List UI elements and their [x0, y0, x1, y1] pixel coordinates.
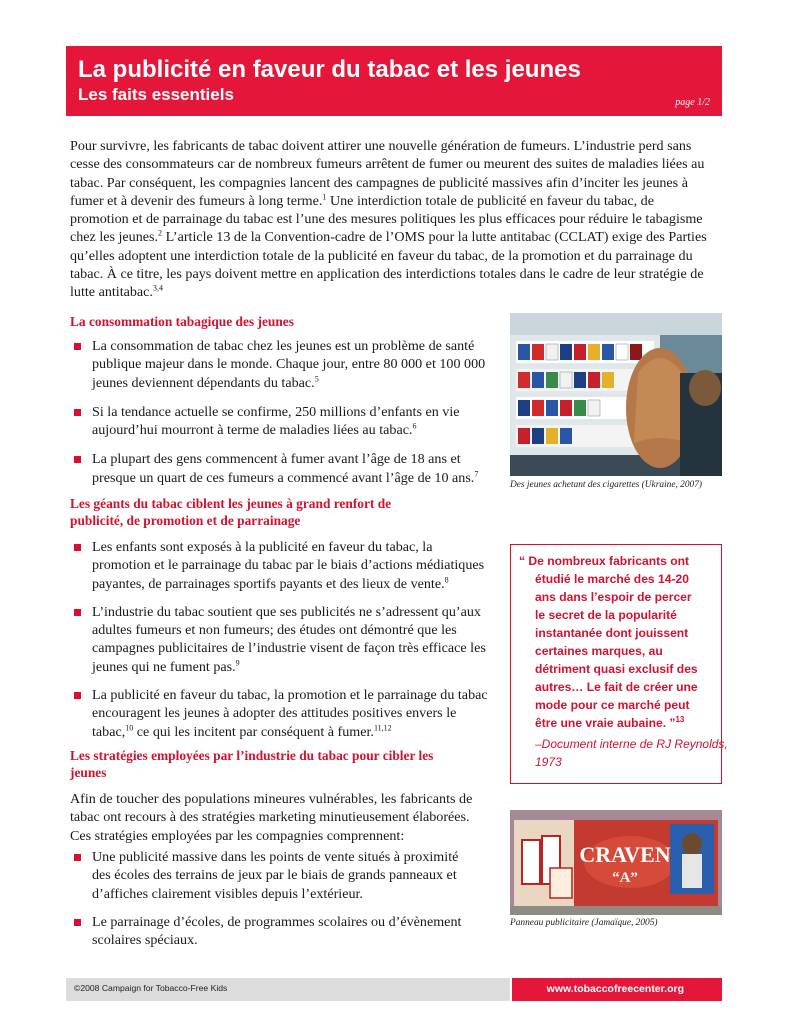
bullet-square-icon	[74, 919, 81, 926]
footnote-ref: 1	[322, 192, 327, 202]
footnote-ref: 3,4	[152, 283, 163, 293]
strategies-paragraph: Afin de toucher des populations mineures vulnérables, les fabricants de tabac ont recours à des stratégies marketing minutieusement élaborées. Ces stratégies employées par les compagnies comprennent:	[70, 791, 473, 844]
caption-billboard: Panneau publicitaire (Jamaïque, 2005)	[510, 918, 658, 928]
section-heading-strategies: Les stratégies employées par l’industrie du tabac pour cibler les jeunes	[70, 748, 434, 780]
list-item: Une publicité massive dans les points de vente situés à proximité des écoles des terrains de jeux par le biais de grands panneaux et d’affiches clairement visibles depuis l’extérieur.	[70, 848, 480, 903]
bullet-square-icon	[74, 609, 81, 616]
billboard-brand-text: CRAVEN	[579, 842, 671, 867]
list-item: La plupart des gens commencent à fumer avant l’âge de 18 ans et presque un quart de ces fumeurs a commencé avant l’âge de 10 ans.$^7$	[70, 450, 490, 487]
section-heading-consumption: La consommation tabagique des jeunes	[70, 314, 294, 329]
bullet-square-icon	[74, 343, 81, 350]
caption-kiosk: Des jeunes achetant des cigarettes (Ukraine, 2007)	[510, 480, 703, 490]
header-band	[66, 46, 722, 116]
list-item: Le parrainage d’écoles, de programmes scolaires ou d’évènement scolaires spéciaux.	[70, 913, 480, 950]
footer-bar	[66, 978, 510, 1001]
section-heading-giants: Les géants du tabac ciblent les jeunes à grand renfort de publicité, de promotion et de parrainage	[70, 496, 392, 528]
footnote-ref: 2	[158, 228, 163, 238]
quote-box	[510, 544, 728, 784]
bullet-square-icon	[74, 544, 81, 551]
photo-kiosk	[510, 313, 722, 476]
list-item: La consommation de tabac chez les jeunes est un problème de santé publique majeur dans le monde. Chaque jour, entre 80 000 et 100 000 jeunes deviennent dépendants du tabac.$^5$	[70, 337, 490, 392]
bullet-list-consumption	[70, 337, 490, 487]
bullet-list-giants	[70, 538, 490, 741]
footer-link-bar	[512, 978, 722, 1001]
document-title: La publicité en faveur du tabac et les jeunes	[78, 56, 581, 83]
bullet-square-icon	[74, 854, 81, 861]
photo-billboard	[510, 810, 722, 915]
footer-copyright: ©2008 Campaign for Tobacco-Free Kids	[74, 983, 228, 993]
bullet-square-icon	[74, 409, 81, 416]
bullet-square-icon	[74, 456, 81, 463]
footer-url-link[interactable]: www.tobaccofreecenter.org	[546, 983, 684, 995]
document-subtitle: Les faits essentiels	[78, 85, 234, 104]
photo-billboard-image	[510, 810, 722, 915]
bullet-square-icon	[74, 692, 81, 699]
list-item: Les enfants sont exposés à la publicité en faveur du tabac, la promotion et le parrainage du tabac par le biais d’actions médiatiques payantes, de parrainages sportifs payants et des lieux de vente.$^8$	[70, 538, 490, 593]
intro-paragraph: Pour survivre, les fabricants de tabac doivent attirer une nouvelle génération de fumeurs. L’industrie perd sans cesse des consommateurs car de nombreux fumeurs arrêtent de fumer ou meurent des suites de maladies liées au tabac. Par conséquent, les compagnies lancent des campagnes de publicité massives afin d’inciter les jeunes à fumer et à devenir des fumeurs à long terme.$^1$ Une interdiction totale de publicité en faveur du tabac, de promotion et de parrainage du tabac est l’une des mesures politiques les plus efficaces pour réduire le tabagisme chez les jeunes.$^2$ L’article 13 de la Convention-cadre de l’OMS pour la lutte antitabac (CCLAT) exige des Parties qu’elles adoptent une interdiction totale de la publicité en faveur du tabac, de la promotion et du parrainage du tabac. À ce titre, les pays doivent mettre en application des interdictions totales dans le cadre de leur stratégie de lutte antitabac.$^{3,4}$	[70, 138, 707, 301]
photo-kiosk-image	[510, 313, 722, 476]
quote-attribution: –Document interne de RJ Reynolds, 1973	[535, 737, 728, 769]
billboard-sub-text: “A”	[612, 870, 638, 886]
page-number: page 1/2	[675, 97, 710, 108]
list-item: L’industrie du tabac soutient que ses publicités ne s’adressent qu’aux adultes fumeurs et non fumeurs; des études ont démontré que les campagnes publicitaires de l’industrie visent de façon très efficace les jeunes qui ne fument pas.$^9$	[70, 603, 490, 676]
quote-text: “ De nombreux fabricants ont étudié le marché des 14-20 ans dans l’espoir de percer le secret de la popularité instantanée dont jouissent certaines marques, au détriment quasi exclusif des autres… Le fait de créer une mode pour ce marché peut être une vraie aubaine. ”$^{13}$	[519, 554, 698, 730]
list-item: La publicité en faveur du tabac, la promotion et le parrainage du tabac encouragent les jeunes à adopter des attitudes positives envers le tabac,$^{10}$ ce qui les incitent par conséquent à fumer.$^{11,12}$	[70, 686, 490, 741]
bullet-list-strategies	[70, 848, 480, 949]
list-item: Si la tendance actuelle se confirme, 250 millions d’enfants en vie aujourd’hui mourront à terme de maladies liées au tabac.$^6$	[70, 403, 490, 440]
